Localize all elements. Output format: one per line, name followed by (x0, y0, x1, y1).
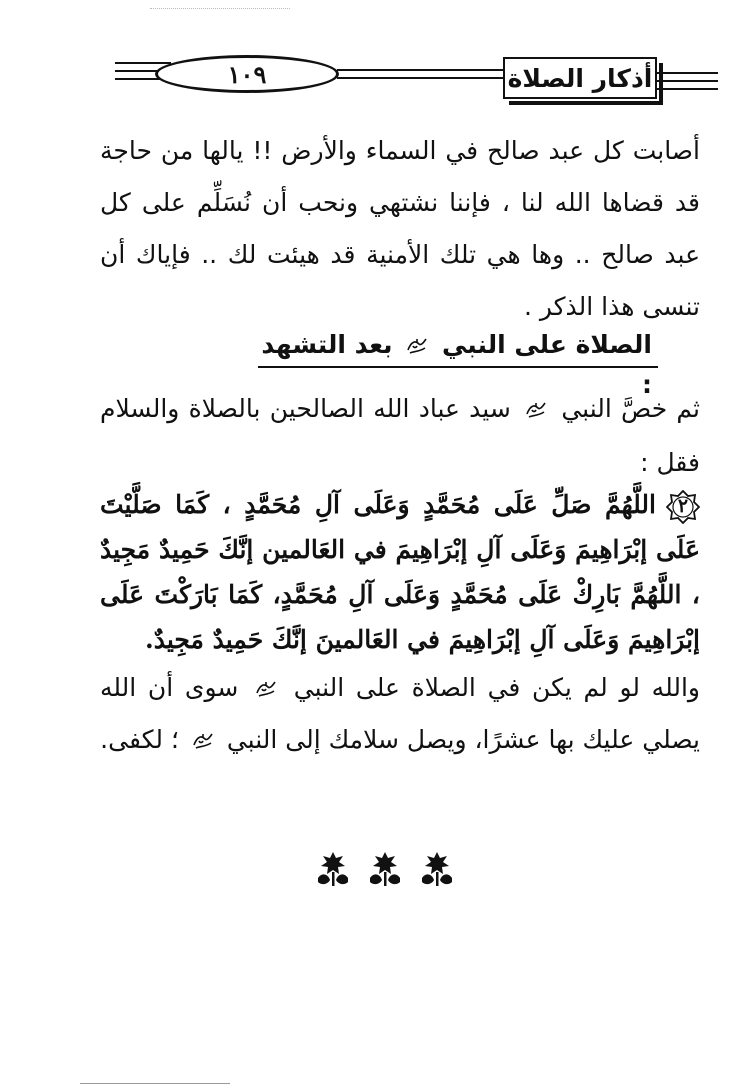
salawat-ligature-icon (191, 729, 215, 753)
dua-block (100, 482, 700, 662)
page-number: ١٠٩ (155, 55, 339, 93)
floral-ornament-icon (312, 848, 354, 890)
section-heading-part: الصلاة على النبي (442, 330, 652, 359)
section-heading-part: بعد التشهد : (261, 330, 652, 399)
chapter-title: أذكار الصلاة (503, 57, 657, 99)
dua-text: اللَّهُمَّ صَلِّ عَلَى مُحَمَّدٍ وَعَلَى آلِ مُحَمَّدٍ ، كَمَا صَلَّيْتَ عَلَى إبْرَاهِيمَ وَعَلَى آلِ إبْرَاهِيمَ في العَالمين إنَّكَ حَمِيدٌ مَجِيدٌ ، اللَّهُمَّ بَارِكْ عَلَى مُحَمَّدٍ وَعَلَى آلِ مُحَمَّدٍ، كَمَا بَارَكْتَ عَلَى إبْرَاهِيمَ وَعَلَى آلِ إبْرَاهِيمَ في العَالمينَ إنَّكَ حَمِيدٌ مَجِيدٌ. (100, 490, 700, 654)
salawat-ligature-icon (524, 398, 548, 422)
heading-underline (258, 366, 658, 368)
scan-artifact-bottom (80, 1083, 230, 1084)
header-rule (337, 77, 505, 79)
header-rule (337, 69, 505, 71)
salawat-ligature-icon (254, 677, 278, 701)
paragraph-part: ثم خصَّ النبي (561, 394, 700, 423)
floral-ornament-icon (416, 848, 458, 890)
paragraph-part: سوى أن الله يصلي عليك بها عشرًا، ويصل سلامك إلى النبي (100, 673, 700, 754)
salawat-ligature-icon (405, 334, 429, 358)
paragraph-conclusion (100, 662, 700, 766)
floral-ornament-icon (364, 848, 406, 890)
dua-number: ٢ (677, 495, 689, 517)
header-rule (115, 62, 171, 64)
paragraph-instruction (100, 382, 700, 490)
scan-artifact-top (150, 8, 290, 9)
paragraph-part: سيد عباد الله الصالحين بالصلاة والسلام فقل : (100, 394, 700, 477)
header-rule-group (656, 64, 718, 94)
paragraph-intro: أصابت كل عبد صالح في السماء والأرض !! يالها من حاجة قد قضاها الله لنا ، فإننا نشتهي ونحب أن نُسَلِّم على كل عبد صالح .. وها هي تلك الأمنية قد هيئت لك .. فإياك أن تنسى هذا الذكر . (100, 136, 700, 321)
section-heading (258, 325, 652, 399)
paragraph-part: ؛ لكفى. (100, 725, 179, 754)
page-header (115, 50, 715, 105)
paragraph-part: والله لو لم يكن في الصلاة على النبي (293, 673, 700, 702)
dua-number-badge (666, 490, 700, 524)
section-end-ornaments (312, 848, 462, 894)
